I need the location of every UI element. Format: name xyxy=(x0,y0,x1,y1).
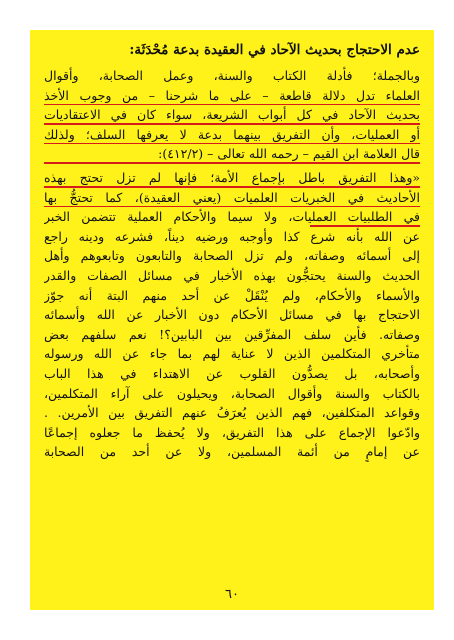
text-line: «وهذا التفريق باطل بإجماع الأمة؛ فإنها لم تزل تحتج بهذه xyxy=(44,168,420,188)
text-line: إلى أسمائه وصفاته، ولم تزل الصحابة والتابعون وتابعوهم وأهل xyxy=(44,248,420,264)
text-line: في الطلبيات العمليات، ولا سيما والأحكام العملية تتضمن الخبر xyxy=(44,207,420,227)
page-number: ٦٠ xyxy=(225,587,239,602)
paragraph-2-quote xyxy=(44,168,420,462)
text-line: وبالجملة؛ فأدلة الكتاب والسنة، وعمل الصحابة، وأقوال xyxy=(44,68,420,83)
text-line: وصفاته. فأين سلف المفرِّقين بين البابين؟! نعم سلفهم بعض xyxy=(44,326,420,342)
book-page xyxy=(30,30,434,610)
text-line: والأسماء والأحكام، ولم يُنْقَلْ عن أحد منهم البتة أنه جوّز xyxy=(44,287,420,303)
text-line: الأحاديث في الخبريات العلميات (يعني العقيدة)، كما تحتجُّ بها xyxy=(44,188,420,208)
text-line: وقواعد المتكلفين، فهم الذين يُعرَفُ عنهم التفريق بين الأمرين. . xyxy=(44,405,420,421)
underline-mark xyxy=(44,162,420,164)
text-line: بالكتاب والسنة وأقوال الصحابة، ويحيلون على آراء المتكلمين، xyxy=(44,385,420,401)
text-line: الاحتجاج بها في مسائل الأحكام دون الأخبار عن الله وأسمائه xyxy=(44,307,420,323)
text-line: قال العلامة ابن القيم – رحمه الله تعالى – (٤١٢/٢): xyxy=(44,144,420,164)
paragraph-1 xyxy=(44,66,420,164)
section-heading: عدم الاحتجاج بحديث الآحاد في العقيدة بدعة مُحْدَثَة: xyxy=(129,42,420,58)
text-line: عن إمامٍ من أئمة المسلمين، ولا عن أحد من الصحابة xyxy=(44,444,420,460)
text-line: وأصحابه، بل يصدُّون القلوب عن الاهتداء في هذا الباب xyxy=(44,365,420,381)
text-line: عن الله بأنه شرع كذا وأوجبه ورضيه ديناً، فشرعه ودينه راجع xyxy=(44,228,420,244)
text-line: أو العمليات، وأن التفريق بينهما بدعة لا يعرفها السلف؛ ولذلك xyxy=(44,125,420,145)
text-line: وادّعوا الإجماع على هذا التفريق، ولا يُحفظ ما جعلوه إجماعًا xyxy=(44,424,420,440)
text-line: العلماء تدل دلالة قاطعة – على ما شرحنا – من وجوب الأخذ xyxy=(44,86,420,106)
text-line: متأخري المتكلمين الذين لا عناية لهم بما جاء عن الله ورسوله xyxy=(44,346,420,362)
text-line: بحديث الآحاد في كل أبواب الشريعة، سواء كان في الاعتقاديات xyxy=(44,105,420,125)
text-line: الحديث والسنة يحتجُّون بهذه الأخبار في مسائل الصفات والقدر xyxy=(44,267,420,283)
